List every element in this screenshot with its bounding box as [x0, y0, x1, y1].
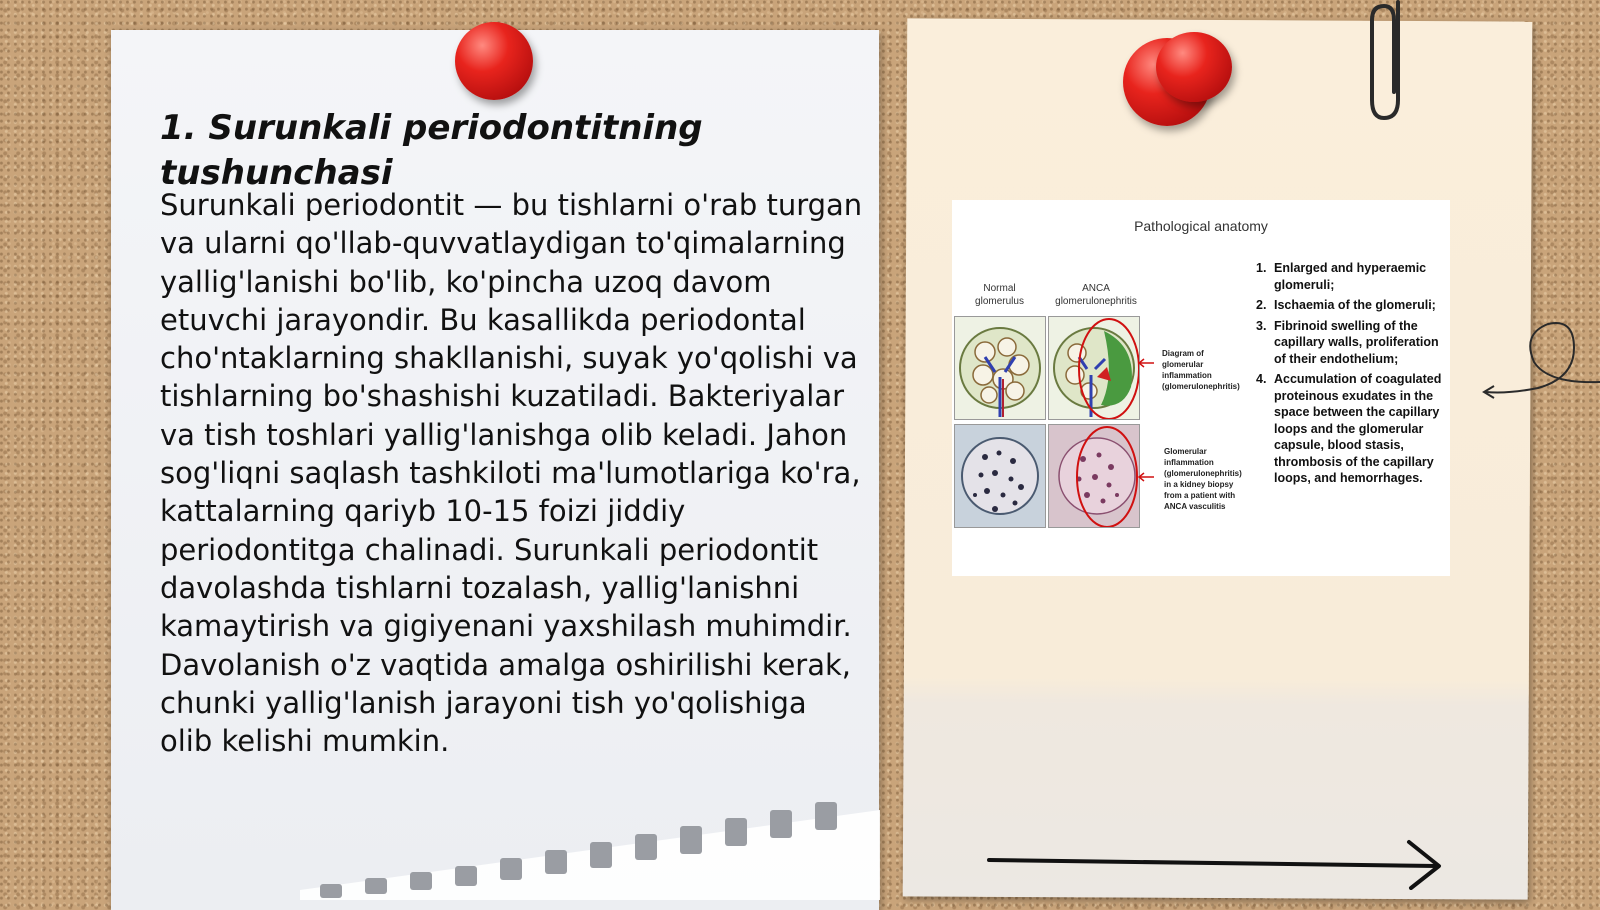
figure-col-normal: Normal glomerulus	[975, 283, 1024, 307]
normal-glomerulus-diagram	[954, 316, 1046, 420]
red-pushpin-right-front	[1156, 32, 1232, 102]
long-arrow-icon	[985, 838, 1447, 890]
anca-biopsy-micrograph	[1048, 424, 1140, 528]
figure-col-anca: ANCA glomerulonephritis	[1055, 283, 1137, 307]
finding-item: 1. Enlarged and hyperaemic glomeruli;	[1256, 261, 1427, 292]
caption-arrow-bottom	[1138, 472, 1154, 482]
slide-title: 1. Surunkali periodontitning tushunchasi	[160, 108, 703, 193]
paperclip-icon	[1370, 0, 1420, 125]
normal-biopsy-micrograph	[954, 424, 1046, 528]
caption-arrow-top	[1138, 358, 1154, 368]
torn-notebook-strip	[300, 800, 880, 900]
findings-list	[1256, 260, 1448, 491]
figure-title: Pathological anatomy	[1134, 218, 1268, 234]
slide-body-text: Surunkali periodontit — bu tishlarni o'rab turgan va ularni qo'llab-quvvatlaydigan to'qimalarning yallig'lanishi bo'lib, ko'pincha uzoq davom etuvchi jarayondir. Bu kasallikda periodontal cho'ntaklarning shakllanishi, suyak yo'qolishi va tishlarning bo'shashishi kuzatiladi. Bakteriyalar va tish toshlari yallig'lanishga olib keladi. Jahon sog'liqni saqlash tashkiloti ma'lumotlariga ko'ra, kattalarning qariyb 10-15 foizi jiddiy periodontitga chalinadi. Surunkali periodontit davolashda tishlarni tozalash, yallig'lanishni kamaytirish va gigiyenani yaxshilash muhimdir. Davolanish o'z vaqtida amalga oshirilishi kerak, chunki yallig'lanish jarayoni tish yo'qolishiga olib kelishi mumkin.	[160, 188, 863, 759]
curly-arrow-icon	[1478, 312, 1600, 404]
caption-biopsy: Glomerular inflammation (glomerulonephritis) in a kidney biopsy from a patient with ANCA vasculitis	[1164, 447, 1242, 511]
finding-item: 3. Fibrinoid swelling of the capillary walls, proliferation of their endothelium;	[1256, 318, 1439, 366]
anca-glomerulus-diagram	[1048, 316, 1140, 420]
red-pushpin-left	[455, 22, 533, 100]
pathology-figure	[952, 200, 1450, 576]
finding-item: 4. Accumulation of coagulated proteinous exudates in the space between the capillary loops and the glomerular capsule, blood stasis, thrombosis of the capillary loops, and hemorrhages.	[1256, 372, 1442, 485]
finding-item: 2. Ischaemia of the glomeruli;	[1256, 298, 1436, 312]
caption-diagram: Diagram of glomerular inflammation (glomerulonephritis)	[1162, 349, 1240, 391]
